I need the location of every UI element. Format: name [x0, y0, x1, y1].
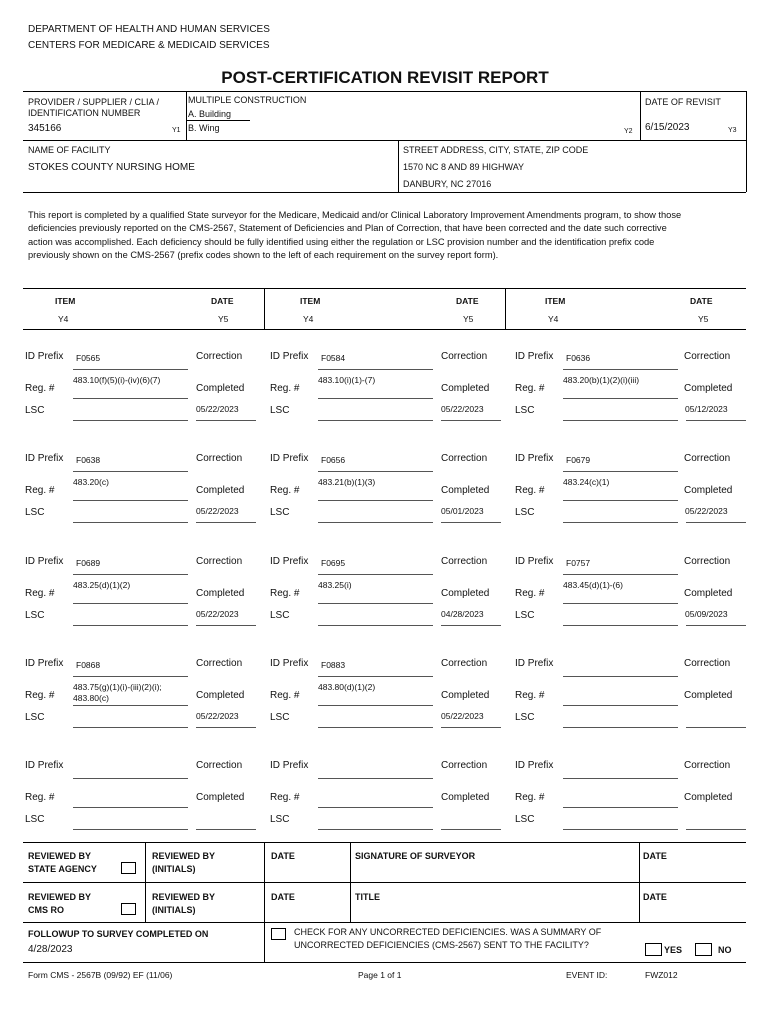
id-prefix-value: F0757 — [566, 558, 591, 568]
reg-label: Reg. # — [515, 588, 545, 599]
id-prefix-field[interactable] — [73, 676, 188, 677]
id-prefix-label: ID Prefix — [515, 760, 554, 771]
lsc-field[interactable] — [73, 420, 188, 421]
lsc-label: LSC — [25, 405, 45, 416]
state-date-label: DATE — [271, 851, 295, 861]
completed-date: 05/09/2023 — [685, 609, 728, 619]
followup-label: FOLLOWUP TO SURVEY COMPLETED ON — [28, 929, 209, 939]
provider-label-2: IDENTIFICATION NUMBER — [28, 108, 141, 118]
id-prefix-label: ID Prefix — [270, 556, 309, 567]
correction-label: Correction — [441, 760, 488, 771]
lsc-field[interactable] — [563, 420, 678, 421]
id-prefix-value: F0695 — [321, 558, 346, 568]
completed-label: Completed — [196, 690, 245, 701]
date-header: DATE — [690, 296, 713, 306]
correction-label: Correction — [441, 658, 488, 669]
id-prefix-label: ID Prefix — [25, 351, 64, 362]
correction-label: Correction — [196, 453, 243, 464]
id-prefix-field[interactable] — [73, 574, 188, 575]
lsc-label: LSC — [515, 712, 535, 723]
no-checkbox[interactable] — [695, 943, 712, 956]
completed-label: Completed — [684, 485, 733, 496]
correction-label: Correction — [196, 658, 243, 669]
reg-label: Reg. # — [515, 690, 545, 701]
completed-label: Completed — [441, 383, 490, 394]
reg-label: Reg. # — [25, 383, 55, 394]
completed-label: Completed — [196, 588, 245, 599]
reg-label: Reg. # — [515, 792, 545, 803]
completed-date: 05/22/2023 — [196, 711, 239, 721]
reg-label: Reg. # — [515, 383, 545, 394]
correction-label: Correction — [684, 658, 731, 669]
reg-value: 483.10(f)(5)(i)-(iv)(6)(7) — [73, 375, 161, 385]
address-label: STREET ADDRESS, CITY, STATE, ZIP CODE — [403, 145, 589, 155]
reviewed-cms-label-2: CMS RO — [28, 905, 64, 915]
id-prefix-field[interactable] — [563, 471, 678, 472]
check-text-line-2: UNCORRECTED DEFICIENCIES (CMS-2567) SENT TO THE FACILITY? — [294, 940, 589, 950]
reg-value: 483.20(c) — [73, 477, 109, 487]
id-prefix-label: ID Prefix — [515, 453, 554, 464]
reg-field[interactable] — [563, 398, 678, 399]
reg-value-line-2: 483.80(c) — [73, 693, 109, 703]
lsc-label: LSC — [25, 610, 45, 621]
reg-field[interactable] — [73, 807, 188, 808]
completed-date: 05/22/2023 — [196, 609, 239, 619]
signature-label: SIGNATURE OF SURVEYOR — [355, 851, 476, 861]
correction-label: Correction — [196, 760, 243, 771]
completed-date-field[interactable] — [196, 829, 256, 830]
date-header: DATE — [211, 296, 234, 306]
completed-date: 05/22/2023 — [196, 404, 239, 414]
state-initials-label-2: (INITIALS) — [152, 864, 196, 874]
completed-date-field[interactable] — [196, 522, 256, 523]
reg-label: Reg. # — [25, 792, 55, 803]
reg-field[interactable] — [73, 705, 188, 706]
completed-label: Completed — [196, 792, 245, 803]
lsc-label: LSC — [270, 507, 290, 518]
reg-field[interactable] — [318, 603, 433, 604]
completed-date: 05/12/2023 — [685, 404, 728, 414]
id-prefix-label: ID Prefix — [25, 453, 64, 464]
completed-label: Completed — [441, 690, 490, 701]
lsc-field[interactable] — [563, 727, 678, 728]
lsc-field[interactable] — [318, 420, 433, 421]
completed-date-field[interactable] — [196, 420, 256, 421]
event-id-value: FWZ012 — [645, 970, 678, 980]
reg-label: Reg. # — [515, 485, 545, 496]
yes-checkbox[interactable] — [645, 943, 662, 956]
yes-label: YES — [664, 945, 683, 955]
reg-field[interactable] — [563, 500, 678, 501]
id-prefix-field[interactable] — [563, 676, 678, 677]
lsc-label: LSC — [270, 405, 290, 416]
lsc-field[interactable] — [318, 727, 433, 728]
wing-label: B. Wing — [188, 123, 220, 133]
correction-label: Correction — [441, 556, 488, 567]
intro-paragraph: This report is completed by a qualified State surveyor for the Medicare, Medicaid and/or Clinical Laboratory Improvement Amendments program, to show those deficiencies previously reported on the CMS-2567, Statement of Deficiencies and Plan of Correction, that have been corrected and the date such corrective action was accomplished. Each deficiency should be fully identified using either the regulation or LSC provision number and the identification prefix code previously shown on the CMS-2567 (prefix codes shown to the left of each requirement on the survey report form). — [28, 210, 682, 260]
y5-marker: Y5 — [698, 314, 709, 324]
id-prefix-field[interactable] — [73, 471, 188, 472]
id-prefix-value: F0689 — [76, 558, 101, 568]
correction-label: Correction — [684, 760, 731, 771]
multiple-construction-label: MULTIPLE CONSTRUCTION — [188, 95, 307, 105]
id-prefix-value: F0679 — [566, 455, 591, 465]
reg-field[interactable] — [318, 807, 433, 808]
correction-label: Correction — [684, 556, 731, 567]
id-prefix-label: ID Prefix — [270, 760, 309, 771]
id-prefix-field[interactable] — [563, 778, 678, 779]
id-prefix-field[interactable] — [318, 778, 433, 779]
completed-date-field[interactable] — [686, 727, 746, 728]
reg-label: Reg. # — [270, 588, 300, 599]
completed-date: 05/01/2023 — [441, 506, 484, 516]
reg-value: 483.24(c)(1) — [563, 477, 610, 487]
reg-field[interactable] — [73, 603, 188, 604]
lsc-field[interactable] — [73, 829, 188, 830]
lsc-field[interactable] — [318, 829, 433, 830]
state-initials-label-1: REVIEWED BY — [152, 851, 216, 861]
completed-label: Completed — [441, 792, 490, 803]
lsc-label: LSC — [25, 507, 45, 518]
completed-date: 05/22/2023 — [441, 404, 484, 414]
reg-label: Reg. # — [25, 588, 55, 599]
reg-field[interactable] — [318, 398, 433, 399]
lsc-field[interactable] — [318, 522, 433, 523]
completed-label: Completed — [684, 690, 733, 701]
address-line-1: 1570 NC 8 AND 89 HIGHWAY — [403, 162, 525, 172]
completed-date-field[interactable] — [686, 625, 746, 626]
completed-label: Completed — [441, 588, 490, 599]
correction-label: Correction — [441, 351, 488, 362]
signature-date-label: DATE — [643, 851, 667, 861]
lsc-label: LSC — [515, 610, 535, 621]
item-header: ITEM — [300, 296, 321, 306]
cms-date-label: DATE — [271, 892, 295, 902]
completed-date-field[interactable] — [441, 420, 501, 421]
date-header: DATE — [456, 296, 479, 306]
completed-date-field[interactable] — [441, 522, 501, 523]
completed-date-field[interactable] — [196, 727, 256, 728]
cms-ro-checkbox[interactable] — [121, 903, 136, 915]
lsc-field[interactable] — [318, 625, 433, 626]
reg-label: Reg. # — [270, 383, 300, 394]
id-prefix-field[interactable] — [563, 574, 678, 575]
provider-label-1: PROVIDER / SUPPLIER / CLIA / — [28, 97, 160, 107]
reg-field[interactable] — [318, 705, 433, 706]
date-of-revisit-value: 6/15/2023 — [645, 122, 690, 133]
correction-label: Correction — [684, 453, 731, 464]
id-prefix-value: F0656 — [321, 455, 346, 465]
reg-field[interactable] — [318, 500, 433, 501]
y4-marker: Y4 — [548, 314, 559, 324]
reg-label: Reg. # — [270, 792, 300, 803]
id-prefix-label: ID Prefix — [270, 351, 309, 362]
completed-date-field[interactable] — [686, 829, 746, 830]
correction-label: Correction — [684, 351, 731, 362]
id-prefix-value: F0638 — [76, 455, 101, 465]
reg-value: 483.21(b)(1)(3) — [318, 477, 376, 487]
id-prefix-label: ID Prefix — [515, 556, 554, 567]
building-label: A. Building — [188, 109, 232, 119]
lsc-label: LSC — [515, 405, 535, 416]
lsc-label: LSC — [270, 814, 290, 825]
check-text-line-1: CHECK FOR ANY UNCORRECTED DEFICIENCIES. WAS A SUMMARY OF — [294, 927, 602, 937]
lsc-label: LSC — [270, 712, 290, 723]
completed-date-field[interactable] — [441, 625, 501, 626]
completed-date-field[interactable] — [196, 625, 256, 626]
reg-value: 483.45(d)(1)-(6) — [563, 580, 623, 590]
id-prefix-value: F0565 — [76, 353, 101, 363]
reg-value: 483.20(b)(1)(2)(i)(iii) — [563, 375, 640, 385]
completed-label: Completed — [684, 588, 733, 599]
address-line-2: DANBURY, NC 27016 — [403, 179, 492, 189]
provider-number: 345166 — [28, 123, 62, 134]
page-title: POST-CERTIFICATION REVISIT REPORT — [221, 68, 549, 87]
id-prefix-field[interactable] — [73, 369, 188, 370]
state-agency-checkbox[interactable] — [121, 862, 136, 874]
completed-date: 05/22/2023 — [441, 711, 484, 721]
lsc-field[interactable] — [73, 522, 188, 523]
item-header: ITEM — [545, 296, 566, 306]
completed-date-field[interactable] — [686, 522, 746, 523]
id-prefix-value: F0883 — [321, 660, 346, 670]
date-of-revisit-label: DATE OF REVISIT — [645, 97, 721, 107]
reviewed-state-label-2: STATE AGENCY — [28, 864, 97, 874]
id-prefix-field[interactable] — [73, 778, 188, 779]
no-label: NO — [718, 945, 732, 955]
id-prefix-label: ID Prefix — [515, 351, 554, 362]
completed-label: Completed — [684, 792, 733, 803]
id-prefix-label: ID Prefix — [25, 760, 64, 771]
id-prefix-label: ID Prefix — [25, 556, 64, 567]
reg-label: Reg. # — [270, 690, 300, 701]
id-prefix-label: ID Prefix — [270, 658, 309, 669]
id-prefix-field[interactable] — [318, 471, 433, 472]
id-prefix-value: F0868 — [76, 660, 101, 670]
cms-initials-label-2: (INITIALS) — [152, 905, 196, 915]
id-prefix-label: ID Prefix — [515, 658, 554, 669]
cms-initials-label-1: REVIEWED BY — [152, 892, 216, 902]
y1-marker: Y1 — [172, 127, 181, 134]
lsc-field[interactable] — [563, 625, 678, 626]
correction-label: Correction — [196, 556, 243, 567]
id-prefix-field[interactable] — [318, 369, 433, 370]
reg-field[interactable] — [563, 705, 678, 706]
completed-date: 04/28/2023 — [441, 609, 484, 619]
completed-label: Completed — [441, 485, 490, 496]
y2-marker: Y2 — [624, 128, 633, 135]
reg-value: 483.10(i)(1)-(7) — [318, 375, 376, 385]
y3-marker: Y3 — [728, 127, 737, 134]
id-prefix-field[interactable] — [563, 369, 678, 370]
correction-label: Correction — [441, 453, 488, 464]
completed-date-field[interactable] — [686, 420, 746, 421]
reviewed-state-label-1: REVIEWED BY — [28, 851, 92, 861]
reg-field[interactable] — [563, 603, 678, 604]
id-prefix-value: F0636 — [566, 353, 591, 363]
agency-line-1: DEPARTMENT OF HEALTH AND HUMAN SERVICES — [28, 24, 270, 35]
reg-value: 483.25(d)(1)(2) — [73, 580, 131, 590]
y4-marker: Y4 — [303, 314, 314, 324]
completed-label: Completed — [684, 383, 733, 394]
id-prefix-label: ID Prefix — [270, 453, 309, 464]
y5-marker: Y5 — [463, 314, 474, 324]
id-prefix-field[interactable] — [318, 676, 433, 677]
lsc-field[interactable] — [73, 625, 188, 626]
reg-field[interactable] — [73, 398, 188, 399]
title-label: TITLE — [355, 892, 380, 902]
reg-field[interactable] — [73, 500, 188, 501]
completed-date: 05/22/2023 — [196, 506, 239, 516]
lsc-field[interactable] — [563, 522, 678, 523]
completed-label: Completed — [196, 383, 245, 394]
completed-date-field[interactable] — [441, 829, 501, 830]
item-header: ITEM — [55, 296, 76, 306]
lsc-label: LSC — [515, 814, 535, 825]
uncorrected-checkbox[interactable] — [271, 928, 286, 940]
lsc-label: LSC — [25, 712, 45, 723]
agency-line-2: CENTERS FOR MEDICARE & MEDICAID SERVICES — [28, 40, 270, 51]
reg-value: 483.25(i) — [318, 580, 352, 590]
title-date-label: DATE — [643, 892, 667, 902]
lsc-label: LSC — [270, 610, 290, 621]
completed-label: Completed — [196, 485, 245, 496]
lsc-label: LSC — [25, 814, 45, 825]
facility-name-label: NAME OF FACILITY — [28, 145, 111, 155]
y4-marker: Y4 — [58, 314, 69, 324]
id-prefix-field[interactable] — [318, 574, 433, 575]
y5-marker: Y5 — [218, 314, 229, 324]
reg-value: 483.80(d)(1)(2) — [318, 682, 376, 692]
completed-date: 05/22/2023 — [685, 506, 728, 516]
id-prefix-value: F0584 — [321, 353, 346, 363]
event-id-label: EVENT ID: — [566, 970, 608, 980]
reg-label: Reg. # — [270, 485, 300, 496]
reviewed-cms-label-1: REVIEWED BY — [28, 892, 92, 902]
reg-label: Reg. # — [25, 690, 55, 701]
reg-value: 483.75(g)(1)(i)-(iii)(2)(i); — [73, 682, 162, 692]
lsc-label: LSC — [515, 507, 535, 518]
page-number: Page 1 of 1 — [358, 970, 402, 980]
followup-date: 4/28/2023 — [28, 944, 73, 955]
lsc-field[interactable] — [73, 727, 188, 728]
form-id: Form CMS - 2567B (09/92) EF (11/06) — [28, 970, 173, 980]
correction-label: Correction — [196, 351, 243, 362]
completed-date-field[interactable] — [441, 727, 501, 728]
lsc-field[interactable] — [563, 829, 678, 830]
reg-label: Reg. # — [25, 485, 55, 496]
facility-name: STOKES COUNTY NURSING HOME — [28, 162, 195, 173]
id-prefix-label: ID Prefix — [25, 658, 64, 669]
reg-field[interactable] — [563, 807, 678, 808]
